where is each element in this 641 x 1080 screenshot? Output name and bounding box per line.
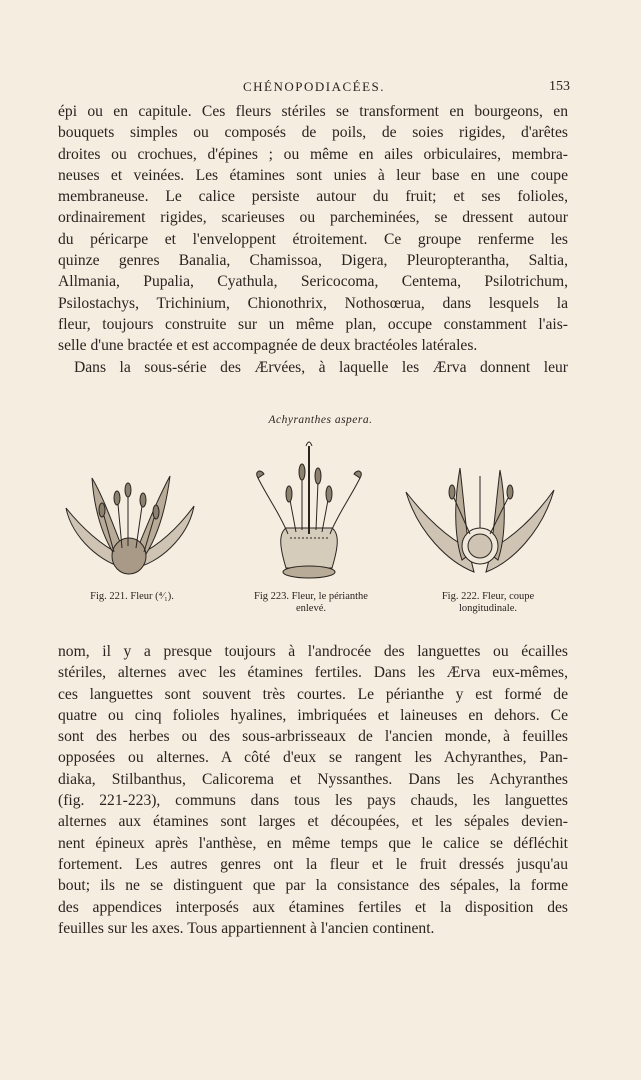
text-line: Dans la sous-série des Ærvées, à laquelle les Ærva donnent leur (74, 358, 568, 376)
text-line: droites ou crochues, d'épines ; ou même en ailes orbiculaires, membra- (58, 145, 568, 163)
text-line: (fig. 221-223), communs dans tous les pays chauds, les languettes (58, 792, 568, 810)
text-line: neuses et veinées. Les étamines sont unies à leur base en une coupe (58, 166, 568, 184)
text-line: Psilostachys, Trichinium, Chionothrix, Nothosœrua, dans lesquels la (58, 294, 568, 312)
text-line: nom, il y a presque toujours à l'androcée des languettes ou écailles (58, 643, 568, 660)
text-line: opposées ou alternes. A côté d'eux se rangent les Achyranthes, Pan- (58, 749, 568, 767)
page-header (58, 79, 570, 99)
running-title: CHÉNOPODIACÉES. (242, 79, 386, 94)
figure-222-section-illustration (404, 462, 556, 578)
text-line: quinze genres Banalia, Chamissoa, Digera, Pleuropterantha, Saltia, (58, 252, 568, 270)
caption-text: Fig. 221. Fleur (⁴⁄₁). (90, 591, 174, 602)
caption-fig-223 (226, 591, 396, 615)
caption-text: Fig. 222. Fleur, coupe (441, 591, 535, 602)
caption-fig-222 (418, 591, 558, 615)
text-line: nent épineux après l'anthèse, en même temps que le calice se défléchit (58, 834, 568, 852)
figure-title: Achyranthes aspera. (268, 414, 373, 426)
text-line: des appendices interposés aux étamines fertiles et la disposition des (58, 898, 568, 916)
caption-fig-221 (72, 591, 192, 603)
text-line: selle d'une bractée et est accompagnée de deux bractéoles latérales. (58, 337, 478, 355)
text-line: alternes aux étamines sont larges et découpées, et les sépales devien- (58, 813, 568, 831)
text-line: Allmania, Pupalia, Cyathula, Sericocoma, Centema, Psilotrichum, (58, 273, 568, 291)
figure-223-flower-illustration (250, 438, 368, 584)
text-line: fleur, toujours construite sur un même plan, occupe constamment l'ais- (58, 315, 568, 333)
text-line: stériles, alternes avec les étamines fertiles. Dans les Ærva eux-mêmes, (58, 664, 568, 682)
figure-221-flower-illustration (62, 468, 198, 578)
text-line: diaka, Stilbanthus, Calicorema et Nyssanthes. Dans les Achyranthes (58, 770, 568, 788)
text-line: feuilles sur les axes. Tous appartiennent à l'ancien continent. (58, 919, 435, 937)
text-line: quatre ou cinq folioles hyalines, imbriquées et laineuses en dehors. Ce (58, 706, 568, 724)
paragraph-2 (58, 641, 568, 939)
caption-text: enlevé. (295, 603, 327, 614)
text-line: membraneuse. Le calice persiste autour du fruit; et ses folioles, (58, 188, 568, 206)
paragraph-1 (58, 101, 568, 378)
text-line: du péricarpe et l'enveloppent étroitement. Ce groupe renferme les (58, 230, 568, 248)
caption-text: Fig 223. Fleur, le périanthe (254, 591, 368, 602)
text-line: bouquets simples ou composés de poils, de soies rigides, d'arêtes (58, 124, 568, 142)
text-line: épi ou en capitule. Ces fleurs stériles se transforment en bourgeons, en (58, 103, 568, 120)
text-line: fortement. Les autres genres ont la fleur et le fruit dressés jusqu'au (58, 855, 568, 873)
text-line: bout; ils ne se distinguent que par la consistance des sépales, la forme (58, 877, 568, 895)
page-number: 153 (549, 79, 570, 94)
text-line: ces languettes sont souvent très courtes. Le périanthe y est formé de (58, 685, 568, 703)
text-line: ordinairement rigides, scarieuses ou parcheminées, se dressent autour (58, 209, 568, 227)
caption-text: longitudinale. (458, 603, 518, 614)
text-line: sont des herbes ou des sous-arbrisseaux de l'ancien monde, à feuilles (58, 728, 568, 746)
